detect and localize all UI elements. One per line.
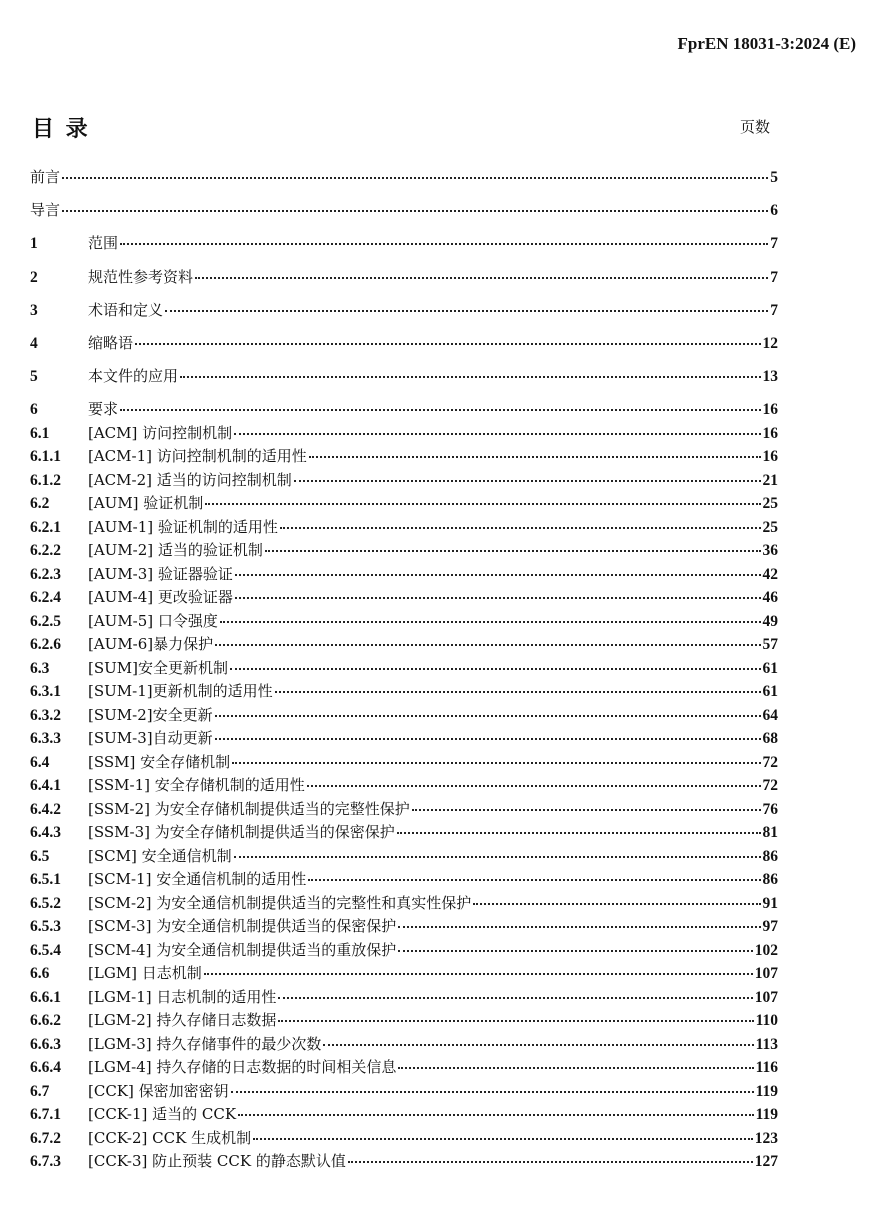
toc-dot-leader: [205, 503, 760, 505]
toc-entry-page-number: 76: [762, 800, 778, 818]
toc-dot-leader: [323, 1044, 753, 1046]
toc-dot-leader: [294, 480, 761, 482]
toc-entry[interactable]: [30, 539, 778, 563]
toc-entry-title: [SUM]安全更新机制: [88, 658, 228, 677]
toc-entry[interactable]: [30, 266, 778, 299]
toc-entry[interactable]: [30, 845, 778, 869]
toc-entry-number: 6.6: [30, 965, 50, 983]
toc-entry-title: [AUM-2] 适当的验证机制: [88, 541, 263, 560]
toc-entry[interactable]: [30, 986, 778, 1010]
toc-entry-title: [LGM-1] 日志机制的适用性: [88, 987, 277, 1006]
toc-entry-page-number: 123: [754, 1129, 778, 1147]
toc-dot-leader: [397, 832, 761, 834]
toc-entry-title: [SUM-2]安全更新: [88, 705, 213, 724]
toc-dot-leader: [230, 668, 761, 670]
toc-entry-title: [SCM-1] 安全通信机制的适用性: [88, 870, 307, 889]
toc-entry-title: 本文件的应用: [88, 367, 179, 386]
toc-entry[interactable]: [30, 332, 778, 365]
toc-entry-page-number: 86: [762, 871, 778, 889]
toc-entry-page-number: 61: [762, 659, 778, 677]
toc-entry-number: 6.2.3: [30, 565, 61, 583]
toc-dot-leader: [398, 1067, 753, 1069]
toc-dot-leader: [215, 738, 761, 740]
toc-entry[interactable]: [30, 751, 778, 775]
toc-entry-page-number: 7: [770, 268, 778, 286]
toc-entry[interactable]: [30, 469, 778, 493]
toc-entry-number: 6.5.2: [30, 894, 61, 912]
toc-entry-title: [LGM] 日志机制: [88, 964, 202, 983]
toc-entry-number: 5: [30, 368, 38, 386]
toc-entry-number: 6.1: [30, 424, 50, 442]
toc-entry-title: [SSM-2] 为安全存储机制提供适当的完整性保护: [88, 799, 410, 818]
toc-entry-page-number: 97: [762, 918, 778, 936]
toc-dot-leader: [235, 574, 761, 576]
toc-dot-leader: [309, 456, 761, 458]
toc-dot-leader: [232, 762, 760, 764]
toc-entry-page-number: 102: [754, 941, 778, 959]
toc-entry[interactable]: [30, 1009, 778, 1033]
toc-entry-title: 规范性参考资料: [88, 267, 194, 286]
toc-entry-number: 6.6.1: [30, 988, 61, 1006]
toc-entry-title: [CCK-1] 适当的 CCK: [88, 1105, 237, 1124]
toc-entry-title: [ACM-1] 访问控制机制的适用性: [88, 447, 307, 466]
toc-dot-leader: [238, 1114, 754, 1116]
toc-entry-title: 术语和定义: [88, 300, 164, 319]
toc-dot-leader: [135, 343, 760, 345]
toc-dot-leader: [398, 926, 760, 928]
toc-entry-page-number: 72: [762, 753, 778, 771]
toc-dot-leader: [215, 715, 761, 717]
toc-entry[interactable]: [30, 1150, 778, 1174]
toc-dot-leader: [275, 691, 761, 693]
toc-entry[interactable]: [30, 657, 778, 681]
toc-entry-title: [SCM-2] 为安全通信机制提供适当的完整性和真实性保护: [88, 893, 472, 912]
toc-entry-number: 6.3.3: [30, 730, 61, 748]
toc-entry-number: 6.2.4: [30, 589, 61, 607]
toc-entry-number: 6.7.1: [30, 1106, 61, 1124]
toc-dot-leader: [204, 973, 753, 975]
toc-entry-page-number: 25: [762, 495, 778, 513]
page-column-label: 页数: [740, 118, 771, 136]
toc-entry-title: 导言: [30, 201, 61, 220]
toc-entry[interactable]: [30, 1103, 778, 1127]
toc-entry-title: [AUM-4] 更改验证器: [88, 588, 233, 607]
document-id: FprEN 18031-3:2024 (E): [677, 34, 856, 53]
toc-entry-page-number: 116: [755, 1059, 778, 1077]
toc-entry-page-number: 107: [754, 965, 778, 983]
toc-entry[interactable]: [30, 727, 778, 751]
toc-entry[interactable]: [30, 166, 778, 199]
toc-entry-number: 6.5.1: [30, 871, 61, 889]
toc-dot-leader: [62, 210, 768, 212]
toc-entry[interactable]: [30, 398, 778, 422]
toc-entry[interactable]: [30, 680, 778, 704]
toc-dot-leader: [280, 527, 761, 529]
toc-entry-page-number: 107: [754, 988, 778, 1006]
toc-entry-title: [LGM-3] 持久存储事件的最少次数: [88, 1034, 322, 1053]
toc-entry-number: 6.5.4: [30, 941, 61, 959]
toc-dot-leader: [265, 550, 761, 552]
toc-entry-page-number: 16: [762, 401, 778, 419]
toc-entry[interactable]: [30, 915, 778, 939]
toc-entry-number: 6.3: [30, 659, 50, 677]
toc-entry-number: 6.6.3: [30, 1035, 61, 1053]
toc-entry-number: 6.7: [30, 1082, 50, 1100]
toc-entry-page-number: 7: [770, 235, 778, 253]
toc-entry-title: [AUM-1] 验证机制的适用性: [88, 517, 278, 536]
toc-entry-number: 6.2.5: [30, 612, 61, 630]
toc-entry-number: 6.5.3: [30, 918, 61, 936]
toc-entry-page-number: 16: [762, 448, 778, 466]
toc-entry[interactable]: [30, 633, 778, 657]
toc-dot-leader: [412, 809, 761, 811]
toc-entry[interactable]: [30, 563, 778, 587]
toc-entry-title: 范围: [88, 234, 119, 253]
toc-entry-title: [SUM-3]自动更新: [88, 729, 213, 748]
toc-dot-leader: [278, 997, 752, 999]
toc-entry-title: 要求: [88, 400, 119, 419]
toc-entry-title: [SCM-4] 为安全通信机制提供适当的重放保护: [88, 940, 397, 959]
toc-entry[interactable]: [30, 939, 778, 963]
toc-entry[interactable]: [30, 868, 778, 892]
toc-dot-leader: [215, 644, 760, 646]
toc-entry-number: 6.5: [30, 847, 50, 865]
toc-entry-page-number: 7: [770, 301, 778, 319]
toc-entry-page-number: 119: [755, 1106, 778, 1124]
toc-entry[interactable]: [30, 492, 778, 516]
toc-dot-leader: [348, 1161, 753, 1163]
toc-entry-title: 缩略语: [88, 333, 134, 352]
toc-entry[interactable]: [30, 365, 778, 398]
toc-entry[interactable]: [30, 798, 778, 822]
toc-title: 目 录: [32, 116, 90, 142]
toc-entry-page-number: 61: [762, 683, 778, 701]
toc-entry-number: 6.4.2: [30, 800, 61, 818]
toc-entry[interactable]: [30, 1056, 778, 1080]
toc-entry-title: [CCK] 保密加密密钥: [88, 1081, 229, 1100]
toc-entry-page-number: 64: [762, 706, 778, 724]
toc-entry[interactable]: [30, 422, 778, 446]
toc-entry-number: 6.2.2: [30, 542, 61, 560]
toc-entry-page-number: 16: [762, 424, 778, 442]
toc-entry-page-number: 127: [754, 1153, 778, 1171]
toc-entry[interactable]: [30, 586, 778, 610]
toc-entry-page-number: 6: [770, 202, 778, 220]
toc-dot-leader: [235, 597, 761, 599]
toc-entry[interactable]: [30, 516, 778, 540]
toc-entry-page-number: 68: [762, 730, 778, 748]
toc-entry[interactable]: [30, 774, 778, 798]
toc-entry-title: [SCM-3] 为安全通信机制提供适当的保密保护: [88, 917, 397, 936]
toc-entry[interactable]: [30, 821, 778, 845]
toc-entry-number: 2: [30, 268, 38, 286]
toc-entry-number: 6: [30, 401, 38, 419]
toc-entry-number: 6.1.2: [30, 471, 61, 489]
toc-entry-page-number: 91: [762, 894, 778, 912]
toc-entry-page-number: 81: [762, 824, 778, 842]
toc-entry-title: [ACM] 访问控制机制: [88, 423, 233, 442]
toc-entry-page-number: 113: [755, 1035, 778, 1053]
toc-entry-number: 6.6.2: [30, 1012, 61, 1030]
toc-dot-leader: [231, 1091, 754, 1093]
toc-entry-page-number: 72: [762, 777, 778, 795]
toc-entry-page-number: 57: [762, 636, 778, 654]
toc-entry-page-number: 119: [755, 1082, 778, 1100]
toc-dot-leader: [234, 856, 761, 858]
toc-entry[interactable]: [30, 232, 778, 265]
toc-entry[interactable]: [30, 445, 778, 469]
toc-dot-leader: [180, 376, 760, 378]
toc-dot-leader: [120, 243, 768, 245]
toc-entry[interactable]: [30, 1033, 778, 1057]
toc-entry-number: 6.2.6: [30, 636, 61, 654]
toc-entry-title: [SSM-1] 安全存储机制的适用性: [88, 776, 305, 795]
toc-entry-number: 6.4: [30, 753, 50, 771]
toc-entry-page-number: 42: [762, 565, 778, 583]
toc-dot-leader: [278, 1020, 753, 1022]
toc-entry-number: 6.7.3: [30, 1153, 61, 1171]
toc-entry-number: 3: [30, 301, 38, 319]
toc-entry-page-number: 12: [762, 334, 778, 352]
toc-entry-title: [AUM-5] 口令强度: [88, 611, 218, 630]
toc-entry-title: [SCM] 安全通信机制: [88, 846, 232, 865]
toc-entry-title: [CCK-2] CCK 生成机制: [88, 1128, 252, 1147]
toc-dot-leader: [234, 433, 760, 435]
toc-entry[interactable]: [30, 1080, 778, 1104]
toc-entry-number: 6.1.1: [30, 448, 61, 466]
toc-entry-page-number: 13: [762, 368, 778, 386]
toc-entry-number: 6.2.1: [30, 518, 61, 536]
toc-entry-page-number: 21: [762, 471, 778, 489]
toc-dot-leader: [398, 950, 753, 952]
toc-entry[interactable]: [30, 1127, 778, 1151]
toc-entry-page-number: 25: [762, 518, 778, 536]
toc-entry-title: [SSM-3] 为安全存储机制提供适当的保密保护: [88, 823, 395, 842]
toc-dot-leader: [62, 177, 768, 179]
table-of-contents: [30, 166, 778, 1174]
toc-entry-page-number: 36: [762, 542, 778, 560]
toc-entry-number: 1: [30, 235, 38, 253]
toc-entry-title: [AUM-3] 验证器验证: [88, 564, 233, 583]
toc-entry[interactable]: [30, 962, 778, 986]
toc-entry-page-number: 110: [755, 1012, 778, 1030]
toc-dot-leader: [220, 621, 761, 623]
toc-entry[interactable]: [30, 299, 778, 332]
toc-entry-title: [SSM] 安全存储机制: [88, 752, 231, 771]
toc-entry-page-number: 5: [770, 169, 778, 186]
toc-entry[interactable]: [30, 610, 778, 634]
toc-entry-title: [CCK-3] 防止预装 CCK 的静态默认值: [88, 1152, 346, 1171]
toc-entry-number: 6.3.2: [30, 706, 61, 724]
toc-entry-title: 前言: [30, 168, 61, 186]
toc-entry-title: [ACM-2] 适当的访问控制机制: [88, 470, 292, 489]
toc-entry-title: [SUM-1]更新机制的适用性: [88, 682, 273, 701]
toc-entry-number: 6.4.1: [30, 777, 61, 795]
toc-entry[interactable]: [30, 199, 778, 232]
toc-dot-leader: [473, 903, 760, 905]
toc-entry[interactable]: [30, 704, 778, 728]
toc-entry-number: 6.6.4: [30, 1059, 61, 1077]
toc-entry-number: 6.2: [30, 495, 50, 513]
toc-entry-title: [LGM-4] 持久存储的日志数据的时间相关信息: [88, 1058, 397, 1077]
toc-entry-number: 6.4.3: [30, 824, 61, 842]
toc-dot-leader: [120, 409, 760, 411]
toc-entry-number: 6.7.2: [30, 1129, 61, 1147]
toc-entry-number: 4: [30, 334, 38, 352]
toc-dot-leader: [165, 310, 768, 312]
toc-dot-leader: [308, 879, 760, 881]
toc-dot-leader: [253, 1138, 753, 1140]
toc-dot-leader: [307, 785, 761, 787]
toc-dot-leader: [195, 277, 768, 279]
toc-entry[interactable]: [30, 892, 778, 916]
toc-entry-title: [LGM-2] 持久存储日志数据: [88, 1011, 277, 1030]
toc-entry-page-number: 86: [762, 847, 778, 865]
toc-entry-number: 6.3.1: [30, 683, 61, 701]
toc-entry-title: [AUM-6]暴力保护: [88, 635, 214, 654]
toc-entry-page-number: 46: [762, 589, 778, 607]
toc-entry-page-number: 49: [762, 612, 778, 630]
toc-entry-title: [AUM] 验证机制: [88, 494, 204, 513]
